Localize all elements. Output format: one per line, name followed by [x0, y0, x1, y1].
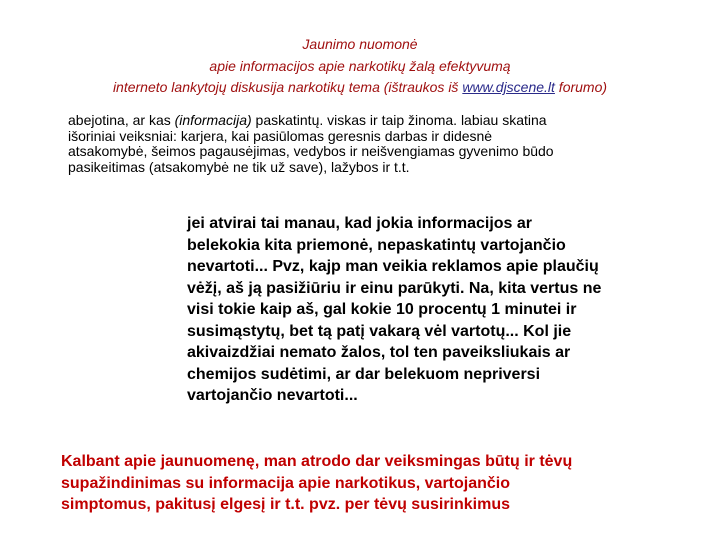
quote1-line: išoriniai veiksniai: karjera, kai pasiūlomas geresnis darbas ir didesnė — [68, 127, 493, 144]
quote2-line: vartojančio nevartoti... — [187, 387, 358, 404]
conclusion-line: supažindinimas su informacija apie narkotikus, vartojančio — [61, 474, 511, 492]
quote2-line: jei atvirai tai manau, kad jokia informacijos ar — [187, 215, 533, 232]
title-line-3 — [0, 77, 720, 97]
forum-quote-2 — [187, 213, 687, 407]
quote2-line: vėžį, aš ją pasižiūriu ir einu parūkyti. Na, kita vertus ne — [187, 279, 602, 297]
quote2-line: susimąstytų, bet tą patį vakarą vėl vartotų... Kol jie — [187, 322, 572, 340]
conclusion-line: simptomus, pakitusį elgesį ir t.t. pvz. per tėvų susirinkimus — [61, 496, 511, 513]
conclusion-paragraph — [61, 451, 701, 516]
conclusion-line: Kalbant apie jaunuomenę, man atrodo dar veiksmingas būtų ir tėvų — [61, 453, 573, 470]
title-line-3-text: interneto lankytojų diskusija narkotikų tema (ištraukos iš — [112, 79, 463, 95]
quote2-line: chemijos sudėtimi, ar dar belekuom nepriversi — [187, 365, 541, 383]
quote1-italic-text: (informacija) — [174, 112, 252, 128]
quote1-text: paskatintų. viskas ir taip žinoma. labiau skatina — [251, 112, 547, 128]
quote1-line: atsakomybė, šeimos pagausėjimas, vedybos ir neišvengiamas gyvenimo būdo — [68, 143, 554, 159]
title-line-2: apie informacijos apie narkotikų žalą efektyvumą — [209, 58, 511, 74]
quote2-line: belekokia kita priemonė, nepaskatintų vartojančio — [187, 236, 566, 254]
title-line-3-end: forumo) — [554, 79, 608, 95]
quote2-line: akivaizdžiai nemato žalos, tol ten paveiksliukais ar — [187, 344, 571, 361]
quote1-line: pasikeitimas (atsakomybė ne tik už save), lažybos ir t.t. — [68, 158, 410, 175]
title-line-1: Jaunimo nuomonė — [302, 36, 418, 52]
forum-quote-1 — [68, 113, 683, 175]
quote2-line: visi tokie kaip aš, gal kokie 10 procentų 1 minutei ir — [187, 301, 577, 318]
quote1-text: abejotina, ar kas — [68, 112, 175, 128]
quote2-line: nevartoti... Pvz, kajp man veikia reklamos apie plaučių — [187, 258, 599, 275]
quote1-line — [68, 113, 683, 129]
forum-link[interactable]: www.djscene.lt — [462, 79, 555, 95]
